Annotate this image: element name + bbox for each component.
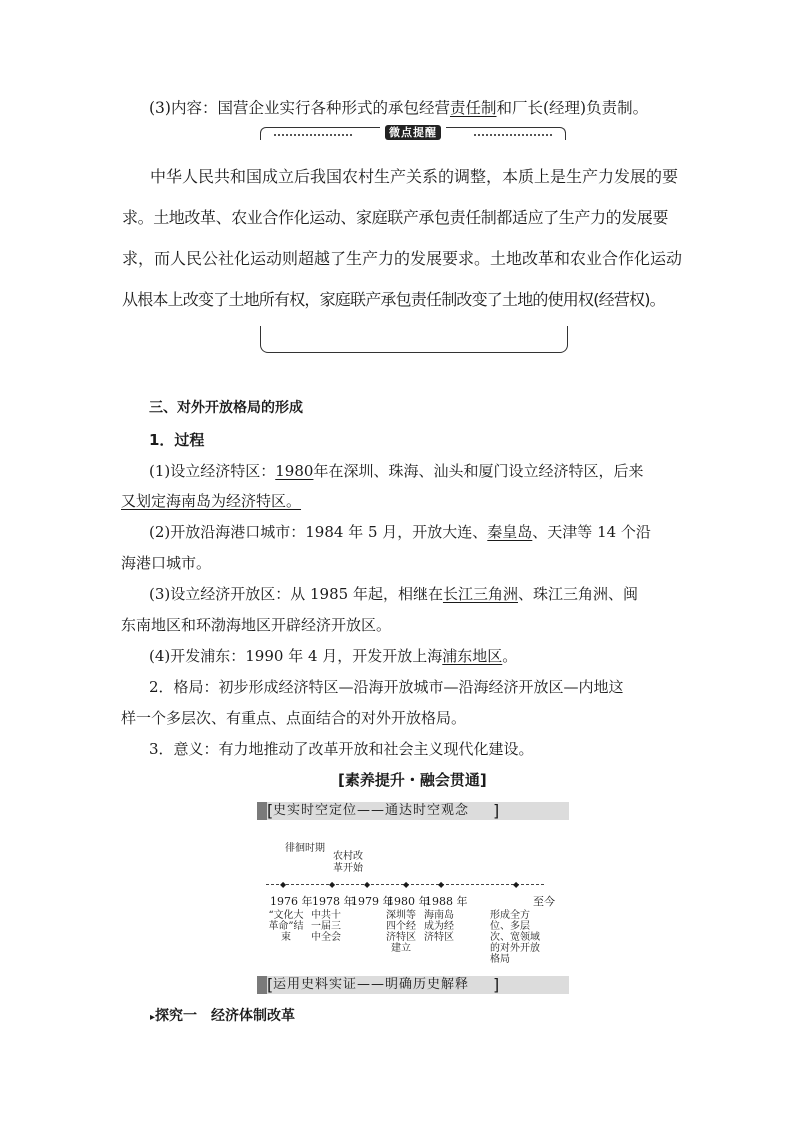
item3-prefix: (3)内容：国营企业实行各种形式的承包经营: [149, 99, 450, 117]
banner-bracket-right: ]: [493, 801, 500, 820]
timeline: [262, 840, 562, 970]
tip-dots-left: [274, 134, 352, 136]
timeline-year: 1980 年: [387, 895, 430, 908]
banner-text: 运用史料实证——明确历史解释: [273, 977, 470, 992]
timeline-dot: ◆: [438, 880, 445, 889]
tip-line-3: 求，而人民公社化运动则超越了生产力的发展要求。土地改革和农业合作化运动: [122, 249, 683, 268]
triangle-marker-icon: ▸: [150, 1012, 156, 1023]
timeline-year: 1976 年: [270, 895, 313, 908]
significance-line: 3．意义：有力地推动了改革开放和社会主义现代化建设。: [149, 740, 534, 758]
banner-marker: [257, 976, 267, 994]
timeline-dot: ◆: [329, 880, 336, 889]
timeline-label-rural-reform: 农村改 革开始: [333, 851, 363, 874]
banner-bracket-left: [: [267, 801, 274, 820]
underlined-yangtze-delta: 长江三角洲: [442, 585, 518, 603]
process-item-1-cont: 又划定海南岛为经济特区。: [121, 492, 302, 510]
timeline-desc: “文化大革命”结束: [268, 910, 304, 943]
pattern-line-2: 样一个多层次、有重点、点面结合的对外开放格局。: [121, 709, 467, 727]
tip-box-title: 微点提醒: [380, 123, 446, 143]
timeline-dot: ◆: [513, 880, 520, 889]
process-item-4: (4)开发浦东：1990 年 4 月，开发开放上海浦东地区。: [149, 647, 518, 665]
timeline-dot: ◆: [364, 880, 371, 889]
item3-suffix: 和厂长(经理)负责制。: [496, 99, 649, 117]
tip-box-top: [260, 127, 566, 143]
underlined-pudong: 浦东地区: [442, 647, 503, 665]
item3-underlined: 责任制: [449, 99, 497, 117]
timeline-desc: 中共十一届三中全会: [311, 910, 341, 943]
underlined-qinhuangdao: 秦皇岛: [487, 523, 533, 541]
process-item-1: (1)设立经济特区：1980年在深圳、珠海、汕头和厦门设立经济特区，后来: [149, 462, 644, 480]
timeline-year: 1979 年: [351, 895, 394, 908]
timeline-year: 至今: [533, 895, 555, 908]
section3-heading: 三、对外开放格局的形成: [149, 400, 303, 416]
tip-paragraph: [122, 156, 682, 320]
process-item-2: (2)开放沿海港口城市：1984 年 5 月，开放大连、秦皇岛、天津等 14 个沿: [149, 523, 651, 541]
process-item-3: (3)设立经济开放区：从 1985 年起，相继在长江三角洲、珠江三角洲、闽: [149, 585, 638, 603]
timeline-year: 1988 年: [425, 895, 468, 908]
underlined-1980: 1980: [275, 462, 314, 480]
timeline-desc: 深圳等四个经济特区建立: [386, 910, 416, 954]
explore-label: 探究一 经济体制改革: [155, 1008, 296, 1024]
tip-line-2: 求。土地改革、农业合作化运动、家庭联产承包责任制都适应了生产力的发展要: [122, 208, 669, 227]
banner-bracket-right: ]: [493, 975, 500, 994]
banner-spacetime: [257, 802, 569, 820]
pattern-line-1: 2．格局：初步形成经济特区—沿海开放城市—沿海经济开放区—内地这: [149, 678, 624, 696]
timeline-desc: 海南岛成为经济特区: [424, 910, 454, 943]
timeline-dot: ◆: [280, 880, 287, 889]
banner-evidence: [257, 976, 569, 994]
timeline-year: 1978 年: [312, 895, 355, 908]
literacy-title: [素养提升・融会贯通]: [338, 771, 487, 789]
timeline-desc: 形成全方位、多层次、宽领域的对外开放格局: [490, 910, 540, 965]
section2-item3: [149, 98, 648, 118]
banner-bracket-left: [: [267, 975, 274, 994]
process-item-3-cont: 东南地区和环渤海地区开辟经济开放区。: [121, 616, 392, 634]
banner-text: 史实时空定位——通达时空观念: [273, 803, 470, 818]
timeline-dot: ◆: [403, 880, 410, 889]
tip-line-1: 中华人民共和国成立后我国农村生产关系的调整，本质上是生产力发展的要: [150, 167, 679, 186]
process-heading: 1．过程: [149, 431, 205, 449]
tip-dots-right: [474, 134, 552, 136]
timeline-label-stagnation: 徘徊时期: [285, 843, 325, 854]
explore-heading: [150, 1006, 295, 1028]
banner-marker: [257, 802, 267, 820]
tip-line-4: 从根本上改变了土地所有权，家庭联产承包责任制改变了土地的使用权(经营权)。: [122, 290, 665, 309]
tip-box-bottom: [260, 326, 568, 353]
process-item-2-cont: 海港口城市。: [121, 554, 212, 572]
